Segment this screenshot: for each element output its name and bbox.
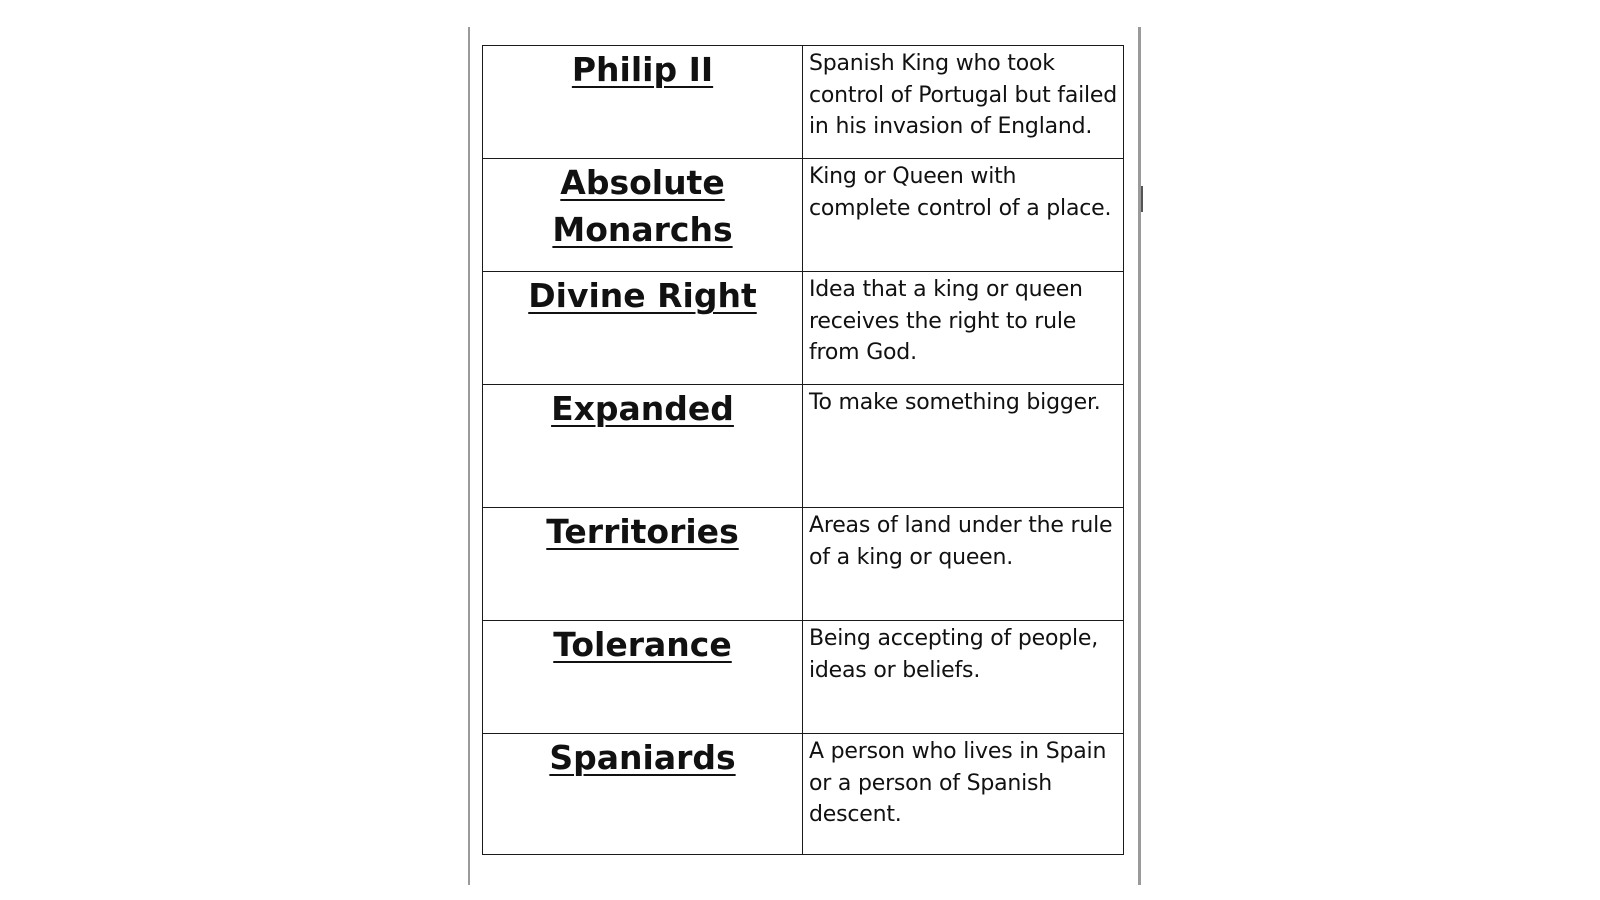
table-row (483, 159, 1124, 272)
term-cell (483, 621, 803, 734)
definition-text: To make something bigger. (809, 390, 1101, 415)
term-cell (483, 46, 803, 159)
term-label: Philip II (571, 50, 714, 89)
table-row (483, 621, 1124, 734)
page-left-edge (468, 27, 470, 885)
term-cell (483, 159, 803, 272)
term-label: Territories (546, 512, 739, 551)
definition-cell (803, 621, 1124, 734)
definition-text: A person who lives in Spain or a person of Spanish descent. (809, 739, 1107, 827)
table-row (483, 508, 1124, 621)
definition-text: Being accepting of people, ideas or beliefs. (809, 626, 1099, 683)
definition-cell (803, 508, 1124, 621)
term-cell (483, 508, 803, 621)
definition-cell (803, 272, 1124, 385)
definition-cell (803, 385, 1124, 508)
term-label: Absolute Monarchs (552, 163, 733, 249)
table-row (483, 734, 1124, 855)
definition-text: Areas of land under the rule of a king or queen. (809, 513, 1113, 570)
table-row (483, 46, 1124, 159)
term-cell (483, 734, 803, 855)
definition-text: King or Queen with complete control of a place. (809, 164, 1112, 221)
definition-cell (803, 734, 1124, 855)
table-row (483, 272, 1124, 385)
term-label: Spaniards (549, 738, 736, 777)
vocabulary-table (482, 45, 1124, 855)
term-label: Tolerance (553, 625, 732, 664)
definition-cell (803, 159, 1124, 272)
term-cell (483, 272, 803, 385)
text-cursor-mark (1141, 186, 1143, 212)
table-row (483, 385, 1124, 508)
term-cell (483, 385, 803, 508)
term-label: Expanded (551, 389, 734, 428)
page-right-edge (1138, 27, 1141, 885)
definition-text: Spanish King who took control of Portugal but failed in his invasion of England. (809, 51, 1118, 139)
definition-cell (803, 46, 1124, 159)
definition-text: Idea that a king or queen receives the right to rule from God. (809, 277, 1083, 365)
term-label: Divine Right (528, 276, 757, 315)
